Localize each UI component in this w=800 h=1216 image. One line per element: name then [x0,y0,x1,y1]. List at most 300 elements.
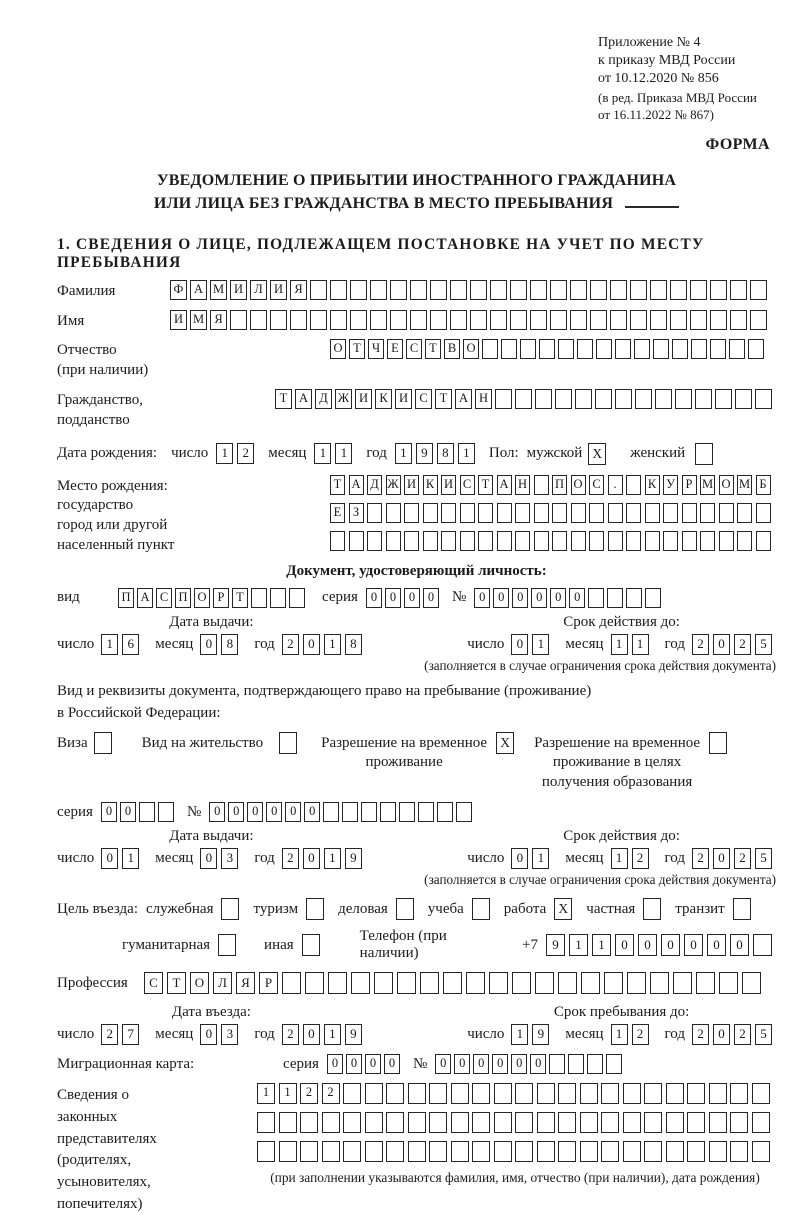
char-box [429,1083,447,1104]
purpose-private [586,898,661,920]
char-box: Ф [170,280,187,300]
char-box: С [406,339,422,359]
char-box [608,531,623,551]
char-box: 1 [324,634,341,655]
char-box: 0 [346,1054,362,1074]
char-box [429,1141,447,1162]
char-box [489,972,508,994]
purpose-other-checkbox [302,934,320,956]
char-box: 1 [532,848,549,869]
char-box: 9 [345,1024,362,1045]
char-box [230,310,247,330]
temp-residence-checkbox: X [496,732,514,754]
char-box [552,503,567,523]
char-box: Л [213,972,232,994]
char-box [322,1112,340,1133]
identity-valid-heading: Срок действия до: [563,613,680,630]
entry-day-boxes [101,1024,143,1045]
char-box [365,1112,383,1133]
char-box [663,531,678,551]
char-box [700,531,715,551]
char-box [630,310,647,330]
identity-doc-note: (заполняется в случае ограничения срока действия документа) [424,657,776,673]
char-box [590,310,607,330]
char-box [610,310,627,330]
char-box [343,1112,361,1133]
char-box [552,531,567,551]
representatives-row-2 [257,1112,773,1133]
entry-date [57,1004,366,1045]
entry-month-boxes [200,1024,242,1045]
birth-day-boxes [216,443,258,464]
char-box [350,280,367,300]
form-title-line-1: УВЕДОМЛЕНИЕ О ПРИБЫТИИ ИНОСТРАННОГО ГРАЖДАНИНА [156,172,677,190]
char-box [451,1112,469,1133]
char-box: 2 [692,634,709,655]
identity-issue-date [57,614,366,655]
char-box: Н [475,389,492,409]
char-box [456,802,472,822]
char-box: К [375,389,392,409]
char-box: О [194,588,210,608]
identity-doc-heading: Документ, удостоверяющий личность: [286,562,547,579]
char-box [644,1083,662,1104]
char-box [534,503,549,523]
header-reference [598,34,776,124]
char-box [279,1112,297,1133]
char-box: 0 [384,1054,400,1074]
char-box [690,310,707,330]
char-box [755,389,772,409]
char-box: 2 [692,848,709,869]
citizenship-label-line-2: подданство [57,411,130,428]
valid-month-label: месяц [565,635,604,652]
char-box [634,339,650,359]
char-box [305,972,324,994]
char-box [282,972,301,994]
valid-year-label: год [664,635,685,652]
char-box: 1 [279,1083,297,1104]
char-box: 1 [592,934,611,956]
char-box [595,389,612,409]
char-box: 0 [120,802,136,822]
stay-year-label: год [664,1026,685,1043]
patronymic-label [57,339,330,381]
char-box [423,531,438,551]
purpose-official-checkbox [221,898,239,920]
char-box: 2 [632,848,649,869]
char-box [626,475,641,495]
char-box [645,588,661,608]
char-box: 1 [216,443,233,464]
char-box: Р [259,972,278,994]
birth-month-label: месяц [268,445,307,462]
char-box [386,1112,404,1133]
entry-dates [57,1004,776,1045]
visa-label: Виза [57,734,88,751]
char-box: М [737,475,752,495]
residence-intro-2: в Российской Федерации: [57,704,221,721]
char-box: М [700,475,715,495]
identity-series-boxes [366,588,442,608]
char-box [410,310,427,330]
residence-issue-month-boxes [200,848,242,869]
char-box [349,531,364,551]
char-box: С [589,475,604,495]
birth-place-row-3 [330,531,774,551]
citizenship-boxes [275,389,775,409]
char-box: 1 [257,1083,275,1104]
char-box: Р [213,588,229,608]
char-box [330,280,347,300]
char-box [441,503,456,523]
char-box [472,1141,490,1162]
residence-valid-heading: Срок действия до: [563,828,680,845]
entry-year-boxes [282,1024,366,1045]
citizenship-label [57,389,275,431]
residence-series-boxes [101,802,177,822]
char-box [596,339,612,359]
visa-checkbox [94,732,112,754]
char-box: 1 [314,443,331,464]
char-box [577,339,593,359]
char-box [386,503,401,523]
char-box: И [404,475,419,495]
char-box: 9 [345,848,362,869]
char-box [374,972,393,994]
representatives-label-line-2: законных [57,1108,118,1125]
birth-place-row-1 [330,475,774,495]
char-box [672,339,688,359]
char-box [478,531,493,551]
identity-kind-label: вид [57,589,80,606]
stay-month-boxes [611,1024,653,1045]
char-box: 0 [493,588,509,608]
char-box [549,1054,565,1074]
char-box [756,531,771,551]
char-box [537,1083,555,1104]
char-box [601,1083,619,1104]
char-box [752,1141,770,1162]
birth-place-row-2 [330,503,774,523]
char-box [408,1083,426,1104]
migration-number-boxes [435,1054,625,1074]
residence-issue-day-label: число [57,850,95,867]
char-box [279,1141,297,1162]
char-box [441,531,456,551]
char-box: П [118,588,134,608]
char-box [478,503,493,523]
char-box [380,802,396,822]
temp-residence-edu-option [534,732,727,793]
form-title-line-2 [57,193,776,216]
char-box: 1 [611,1024,628,1045]
char-box [670,310,687,330]
char-box [450,280,467,300]
birth-place-boxes [330,475,774,559]
entry-year-label: год [254,1026,275,1043]
representatives-boxes [257,1083,773,1186]
char-box: К [423,475,438,495]
char-box [330,531,345,551]
char-box [451,1083,469,1104]
purpose-tourism-checkbox [306,898,324,920]
birth-place-label-line-4: населенный пункт [57,536,175,553]
char-box [623,1112,641,1133]
char-box [719,503,734,523]
char-box [571,503,586,523]
purpose-business [338,898,414,920]
sex-female-checkbox [695,443,713,465]
char-box: 0 [707,934,726,956]
char-box: А [295,389,312,409]
char-box [687,1112,705,1133]
char-box: Т [232,588,248,608]
char-box: А [190,280,207,300]
char-box [397,972,416,994]
identity-issue-month-boxes [200,634,242,655]
profession-field [57,972,776,994]
char-box: 0 [492,1054,508,1074]
stay-day-boxes [511,1024,553,1045]
char-box [606,1054,622,1074]
char-box: 1 [458,443,475,464]
char-box: У [663,475,678,495]
purpose-other-label: иная [264,936,294,953]
char-box [695,389,712,409]
char-box: 1 [122,848,139,869]
char-box [370,310,387,330]
char-box [343,1083,361,1104]
residence-issue-year-label: год [254,850,275,867]
char-box [386,1083,404,1104]
char-box [410,280,427,300]
char-box [365,1083,383,1104]
char-box [730,1083,748,1104]
char-box: Т [349,339,365,359]
char-box [343,1141,361,1162]
purpose-business-checkbox [396,898,414,920]
char-box [535,972,554,994]
char-box: 8 [221,634,238,655]
birth-day-label: число [171,445,209,462]
purpose-label: Цель въезда: [57,900,138,917]
char-box: 2 [282,634,299,655]
identity-valid-day-boxes [511,634,553,655]
purpose-private-label: частная [586,900,636,917]
char-box: 2 [282,1024,299,1045]
residence-series-label: серия [57,803,93,820]
char-box [404,503,419,523]
char-box [420,972,439,994]
char-box: Т [275,389,292,409]
char-box: 0 [327,1054,343,1074]
phone-boxes [546,934,776,956]
char-box: Т [167,972,186,994]
char-box [515,1112,533,1133]
char-box: 0 [713,1024,730,1045]
char-box [687,1083,705,1104]
char-box [490,310,507,330]
purpose-official [146,898,240,920]
char-box [670,280,687,300]
char-box [472,1083,490,1104]
char-box [626,588,642,608]
char-box: 0 [615,934,634,956]
char-box [534,531,549,551]
char-box: Д [315,389,332,409]
temp-residence-option [321,732,514,773]
char-box: 0 [200,634,217,655]
char-box: 1 [611,848,628,869]
patronymic-boxes [330,339,767,359]
char-box: Ч [368,339,384,359]
char-box [497,531,512,551]
char-box: 0 [730,934,749,956]
purpose-row-2 [122,928,776,962]
char-box [494,1112,512,1133]
char-box: А [497,475,512,495]
identity-doc-kind-row [57,588,776,608]
char-box: Д [367,475,382,495]
char-box: 0 [511,848,528,869]
char-box [251,588,267,608]
stay-day-label: число [467,1026,505,1043]
char-box [753,934,772,956]
identity-number-boxes [474,588,664,608]
char-box [350,310,367,330]
residence-issue-date [57,828,366,869]
char-box [729,339,745,359]
representatives-label-line-3: представителях [57,1130,157,1147]
char-box [682,531,697,551]
char-box: 0 [304,802,320,822]
char-box [470,280,487,300]
birth-place-field [57,475,776,559]
char-box: М [210,280,227,300]
birth-year-label: год [366,445,387,462]
char-box: . [608,475,623,495]
visa-option [57,732,112,754]
char-box [623,1083,641,1104]
char-box [675,389,692,409]
patronymic-label-line-2: (при наличии) [57,362,149,379]
residence-issue-year-boxes [282,848,366,869]
char-box [408,1141,426,1162]
char-box [451,1141,469,1162]
char-box: 0 [101,802,117,822]
temp-residence-edu-label-line-3: получения образования [541,773,693,790]
birth-date-field [57,443,776,465]
char-box [342,802,358,822]
char-box [515,1141,533,1162]
char-box [635,389,652,409]
char-box [650,972,669,994]
header-line-2: к приказу МВД России [598,53,736,69]
char-box [588,588,604,608]
char-box: А [455,389,472,409]
char-box [423,503,438,523]
form-title [57,170,776,215]
citizenship-label-line-1: Гражданство, [57,391,144,408]
char-box [460,531,475,551]
profession-boxes [144,972,765,994]
char-box [650,280,667,300]
purpose-humanitarian [122,934,236,956]
char-box [710,310,727,330]
char-box [630,280,647,300]
residence-number-label: № [186,803,202,820]
char-box [310,310,327,330]
firstname-field [57,310,776,332]
char-box: Я [290,280,307,300]
profession-label: Профессия [57,975,128,992]
char-box [322,1141,340,1162]
residence-valid-day-boxes [511,848,553,869]
char-box [386,1141,404,1162]
char-box [537,1141,555,1162]
residence-options [57,732,776,793]
phone-prefix: +7 [522,936,538,953]
identity-kind-boxes [118,588,308,608]
purpose-business-label: деловая [338,900,388,917]
char-box [644,1112,662,1133]
char-box [437,802,453,822]
residence-doc-dates [57,828,776,869]
char-box [737,531,752,551]
char-box: 2 [632,1024,649,1045]
representatives-note: (при заполнении указываются фамилия, имя, отчество (при наличии), дата рождения) [270,1170,760,1186]
char-box: О [463,339,479,359]
phone-label: Телефон (при наличии) [359,928,447,962]
char-box: 1 [324,848,341,869]
purpose-official-label: служебная [145,900,214,917]
char-box [512,972,531,994]
char-box [589,531,604,551]
char-box [558,1112,576,1133]
char-box: И [355,389,372,409]
char-box [710,339,726,359]
char-box [645,503,660,523]
char-box [742,972,761,994]
char-box: 0 [200,848,217,869]
migration-series-boxes [327,1054,403,1074]
char-box: Е [330,503,345,523]
purpose-tourism [253,898,324,920]
header-line-4: (в ред. Приказа МВД России [598,89,757,105]
char-box [558,1083,576,1104]
char-box: 0 [661,934,680,956]
residence-intro-1: Вид и реквизиты документа, подтверждающего право на пребывание (проживание) [57,682,592,699]
char-box [494,1083,512,1104]
purpose-other [264,934,320,956]
char-box: 0 [530,1054,546,1074]
char-box: 6 [122,634,139,655]
char-box: И [441,475,456,495]
char-box: 0 [713,848,730,869]
char-box [666,1141,684,1162]
char-box: И [170,310,187,330]
char-box: 9 [546,934,565,956]
char-box: 3 [221,1024,238,1045]
char-box: 2 [734,848,751,869]
char-box [515,1083,533,1104]
residence-permit-option [142,732,297,754]
char-box: 0 [101,848,118,869]
char-box [644,1141,662,1162]
char-box [604,972,623,994]
char-box: Т [435,389,452,409]
